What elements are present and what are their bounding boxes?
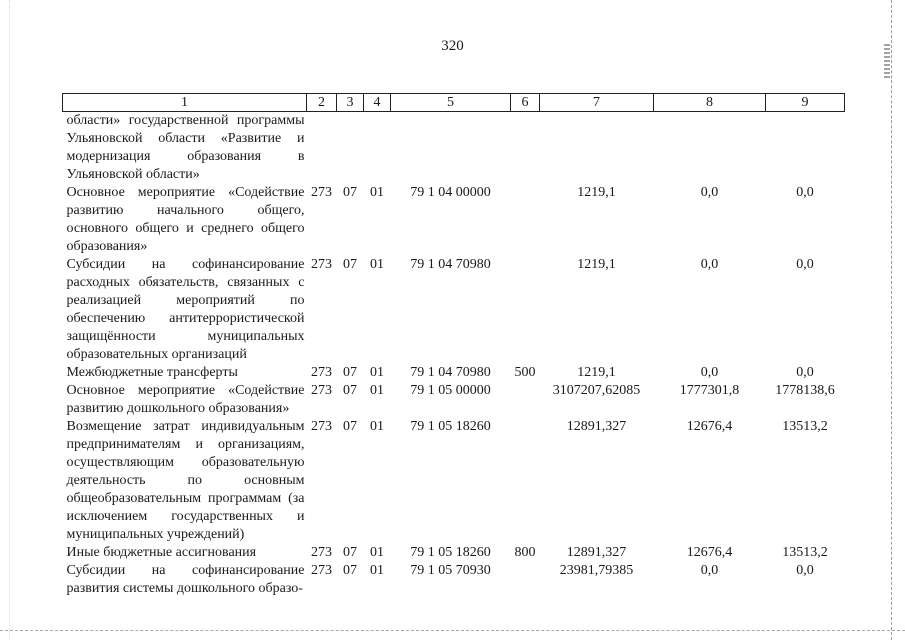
- cell-admin-code: 273: [311, 563, 332, 578]
- column-header-7: 7: [540, 94, 654, 112]
- column-header-3: 3: [337, 94, 364, 112]
- table-row: [63, 184, 845, 256]
- cell-admin-code: 273: [311, 185, 332, 200]
- cell-amount-3: 13513,2: [782, 545, 828, 560]
- cell-section: [337, 112, 364, 185]
- cell-amount-2: 12676,4: [686, 545, 733, 560]
- cell-section: 07: [343, 185, 357, 200]
- table-row: [63, 364, 845, 382]
- cell-target-article: 79 1 05 00000: [410, 383, 491, 398]
- cell-amount-3: [766, 112, 845, 185]
- cell-expense-type: 500: [514, 365, 536, 380]
- table-row: [63, 544, 845, 562]
- column-header-4: 4: [364, 94, 391, 112]
- column-header-1: 1: [63, 94, 307, 112]
- column-header-6: 6: [511, 94, 540, 112]
- cell-amount-2: 0,0: [700, 257, 719, 272]
- cell-subsection: 01: [370, 545, 384, 560]
- cell-amount-2: 12676,4: [686, 419, 733, 434]
- cell-amount-3: 1778138,6: [775, 383, 835, 398]
- cell-amount-2: 0,0: [700, 185, 719, 200]
- row-name: Субсидии на софинансирование расходных обязательств, связанных с реализацией мероприятий по обеспечению антитеррористической защищённости муниципальных образовательных организаций: [66, 257, 305, 362]
- cell-section: 07: [343, 419, 357, 434]
- row-name: Субсидии на софинансирование развития системы дошкольного образо-: [66, 563, 305, 596]
- cell-section: 07: [343, 365, 357, 380]
- cell-expense-type: 800: [514, 545, 536, 560]
- cell-section: 07: [343, 563, 357, 578]
- cell-expense-type: [511, 562, 540, 598]
- cell-expense-type: [511, 256, 540, 364]
- cell-admin-code: 273: [311, 257, 332, 272]
- cell-expense-type: [511, 184, 540, 256]
- column-header-2: 2: [307, 94, 337, 112]
- column-header-9: 9: [766, 94, 845, 112]
- cell-amount-2: [654, 112, 766, 185]
- cell-target-article: 79 1 04 70980: [410, 365, 491, 380]
- cell-amount-1: 3107207,62085: [552, 383, 641, 398]
- cell-subsection: 01: [370, 365, 384, 380]
- cell-section: 07: [343, 545, 357, 560]
- cell-amount-1: 12891,327: [566, 419, 627, 434]
- cell-expense-type: [511, 418, 540, 544]
- table-header: [63, 94, 845, 112]
- table-body: [63, 112, 845, 599]
- row-name: области» государственной программы Ульяновской области «Развитие и модернизация образования в Ульяновской области»: [66, 113, 305, 182]
- cell-section: 07: [343, 383, 357, 398]
- cell-amount-3: 13513,2: [782, 419, 828, 434]
- cell-admin-code: 273: [311, 419, 332, 434]
- cell-amount-2: 1777301,8: [679, 383, 740, 398]
- table-row: [63, 382, 845, 418]
- cell-subsection: 01: [370, 419, 384, 434]
- cell-target-article: [391, 112, 511, 185]
- cell-amount-2: 0,0: [700, 365, 719, 380]
- cell-subsection: 01: [370, 383, 384, 398]
- cell-subsection: 01: [370, 563, 384, 578]
- page-number: 320: [441, 38, 464, 54]
- cell-admin-code: 273: [311, 383, 332, 398]
- cell-amount-3: 0,0: [796, 365, 814, 380]
- row-name: Основное мероприятие «Содействие развитию начального общего, основного общего и среднего общего образования»: [66, 185, 305, 254]
- cell-amount-1: 1219,1: [577, 257, 616, 272]
- cell-subsection: 01: [370, 185, 384, 200]
- cell-amount-1: [540, 112, 654, 185]
- table-row: [63, 562, 845, 598]
- cell-amount-2: 0,0: [700, 563, 719, 578]
- cell-target-article: 79 1 05 18260: [410, 419, 491, 434]
- column-header-5: 5: [391, 94, 511, 112]
- row-name: Основное мероприятие «Содействие развитию дошкольного образования»: [66, 383, 305, 416]
- table-row: [63, 256, 845, 364]
- cell-subsection: 01: [370, 257, 384, 272]
- cell-amount-1: 1219,1: [577, 365, 616, 380]
- table-row: [63, 112, 845, 185]
- table-row: [63, 418, 845, 544]
- cell-amount-1: 1219,1: [577, 185, 616, 200]
- cell-subsection: [364, 112, 391, 185]
- cell-admin-code: 273: [311, 545, 332, 560]
- scan-edge-bottom: [0, 630, 905, 632]
- cell-amount-1: 23981,79385: [559, 563, 634, 578]
- cell-target-article: 79 1 04 00000: [410, 185, 491, 200]
- row-name: Иные бюджетные ассигнования: [66, 545, 257, 560]
- cell-amount-3: 0,0: [796, 257, 814, 272]
- scan-edge-right: [891, 0, 893, 640]
- cell-admin-code: 273: [311, 365, 332, 380]
- cell-expense-type: [511, 112, 540, 185]
- cell-admin-code: [307, 112, 337, 185]
- cell-amount-1: 12891,327: [566, 545, 627, 560]
- cell-section: 07: [343, 257, 357, 272]
- cell-target-article: 79 1 04 70980: [410, 257, 491, 272]
- header-row: [63, 94, 845, 112]
- cell-amount-3: 0,0: [796, 185, 814, 200]
- row-name: Возмещение затрат индивидуальным предпринимателям и организациям, осуществляющим образовательную деятельность по основным общеобразовательным программам (за исключением государственных и муниципальных учреждений): [66, 419, 305, 542]
- scan-edge-left: [9, 0, 11, 640]
- cell-target-article: 79 1 05 18260: [410, 545, 491, 560]
- cell-target-article: 79 1 05 70930: [410, 563, 491, 578]
- cell-expense-type: [511, 382, 540, 418]
- row-name: Межбюджетные трансферты: [66, 365, 238, 380]
- column-header-8: 8: [654, 94, 766, 112]
- cell-amount-3: 0,0: [796, 563, 814, 578]
- budget-table: [62, 93, 845, 598]
